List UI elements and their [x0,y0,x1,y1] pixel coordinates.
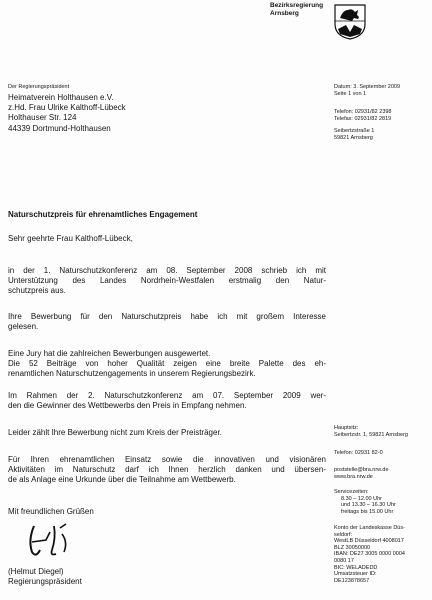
headquarters-block: Hauptsitz: Seibertzstr. 1, 59821 Arnsberg [334,425,408,438]
coat-of-arms-icon [334,4,366,40]
bank-details: Konto der Landeskasse Düs- seldorf: WestLB Düsseldorf 4008017 BLZ 30050000 IBAN: DE27 3005 0000 0004 0080 17 BIC: WELADEDD Umsatzsteuer ID: DE123878657 [334,525,405,584]
handwritten-signature [26,520,90,560]
letterhead [270,2,340,18]
paragraph: Ihre Bewerbung für den Naturschutzpreis habe ich mit großem Interesse gelesen. [8,312,326,331]
sender-label: Der Regierungspräsident [8,84,70,90]
paragraph: in der 1. Naturschutzkonferenz am 08. September 2008 schrieb ich mit Unterstützung des Landes Nordrhein-Westfalen erstmalig den Natur- schutzpreis aus. [8,266,326,295]
paragraph: Eine Jury hat die zahlreichen Bewerbungen ausgewertet. Die 52 Beiträge von hoher Qualität zeigen eine breite Palette des eh- renamtlichen Naturschutzengagements in unserem Regierungsbezirk. [8,349,326,378]
recipient-line: z.Hd. Frau Ulrike Kalthoff-Lübeck [8,103,126,113]
web-link: www.bra.nrw.de [334,473,373,480]
service-hours: Servicezeiten: 8.30 – 12.00 Uhr und 13.30 – 16.30 Uhr freitags bis 15.00 Uhr [334,489,396,515]
recipient-line: 44339 Dortmund-Holthausen [8,123,111,133]
signer-block [8,567,82,587]
fax-number: Telefax: 02931/82 2819 [334,116,392,122]
office-city: 59821 Arnsberg [334,135,373,141]
signer-title: Regierungspräsident [8,577,82,586]
recipient-line: Heimatverein Holthausen e.V. [8,93,114,102]
recipient-address [8,93,126,134]
paragraph: Im Rahmen der 2. Naturschutzkonferenz am 07. September 2009 wer- den die Gewinner des Wettbewerbs den Preis in Empfang nehmen. [8,391,326,410]
letter-date: Datum: 3. September 2009 [334,84,401,90]
paragraph: Für Ihren ehrenamtlichen Einsatz sowie die innovativen und visionären Aktivitäten im Naturschutz darf ich Ihnen herzlich danken und übersen- de als Anlage eine Urkunde über die Teilnahme am Wettbewerb. [8,455,326,484]
office-street: Seibertzstraße 1 [334,128,375,134]
email-link: poststelle@bra.nrw.de [334,467,389,473]
page-number: Seite 1 von 1 [334,91,367,97]
web-block [334,467,430,480]
authority-city: Arnsberg [270,10,299,17]
phone-block: Telefon: 02931 82-0 [334,450,383,456]
signer-name: (Helmut Diegel) [8,567,64,576]
recipient-line: Holthauser Str. 124 [8,113,77,123]
letter-subject: Naturschutzpreis für ehrenamtliches Engagement [8,210,198,219]
letter-meta [334,84,430,98]
paragraph: Leider zählt Ihre Bewerbung nicht zum Kreis der Preisträger. [8,428,222,437]
phone-number: Telefon: 02931/82 2398 [334,109,392,115]
office-address [334,128,430,142]
authority-name: Bezirksregierung [270,2,324,9]
closing: Mit freundlichen Grüßen [8,507,94,516]
contact-phone-block [334,109,430,123]
salutation: Sehr geehrte Frau Kalthoff-Lübeck, [8,234,133,243]
